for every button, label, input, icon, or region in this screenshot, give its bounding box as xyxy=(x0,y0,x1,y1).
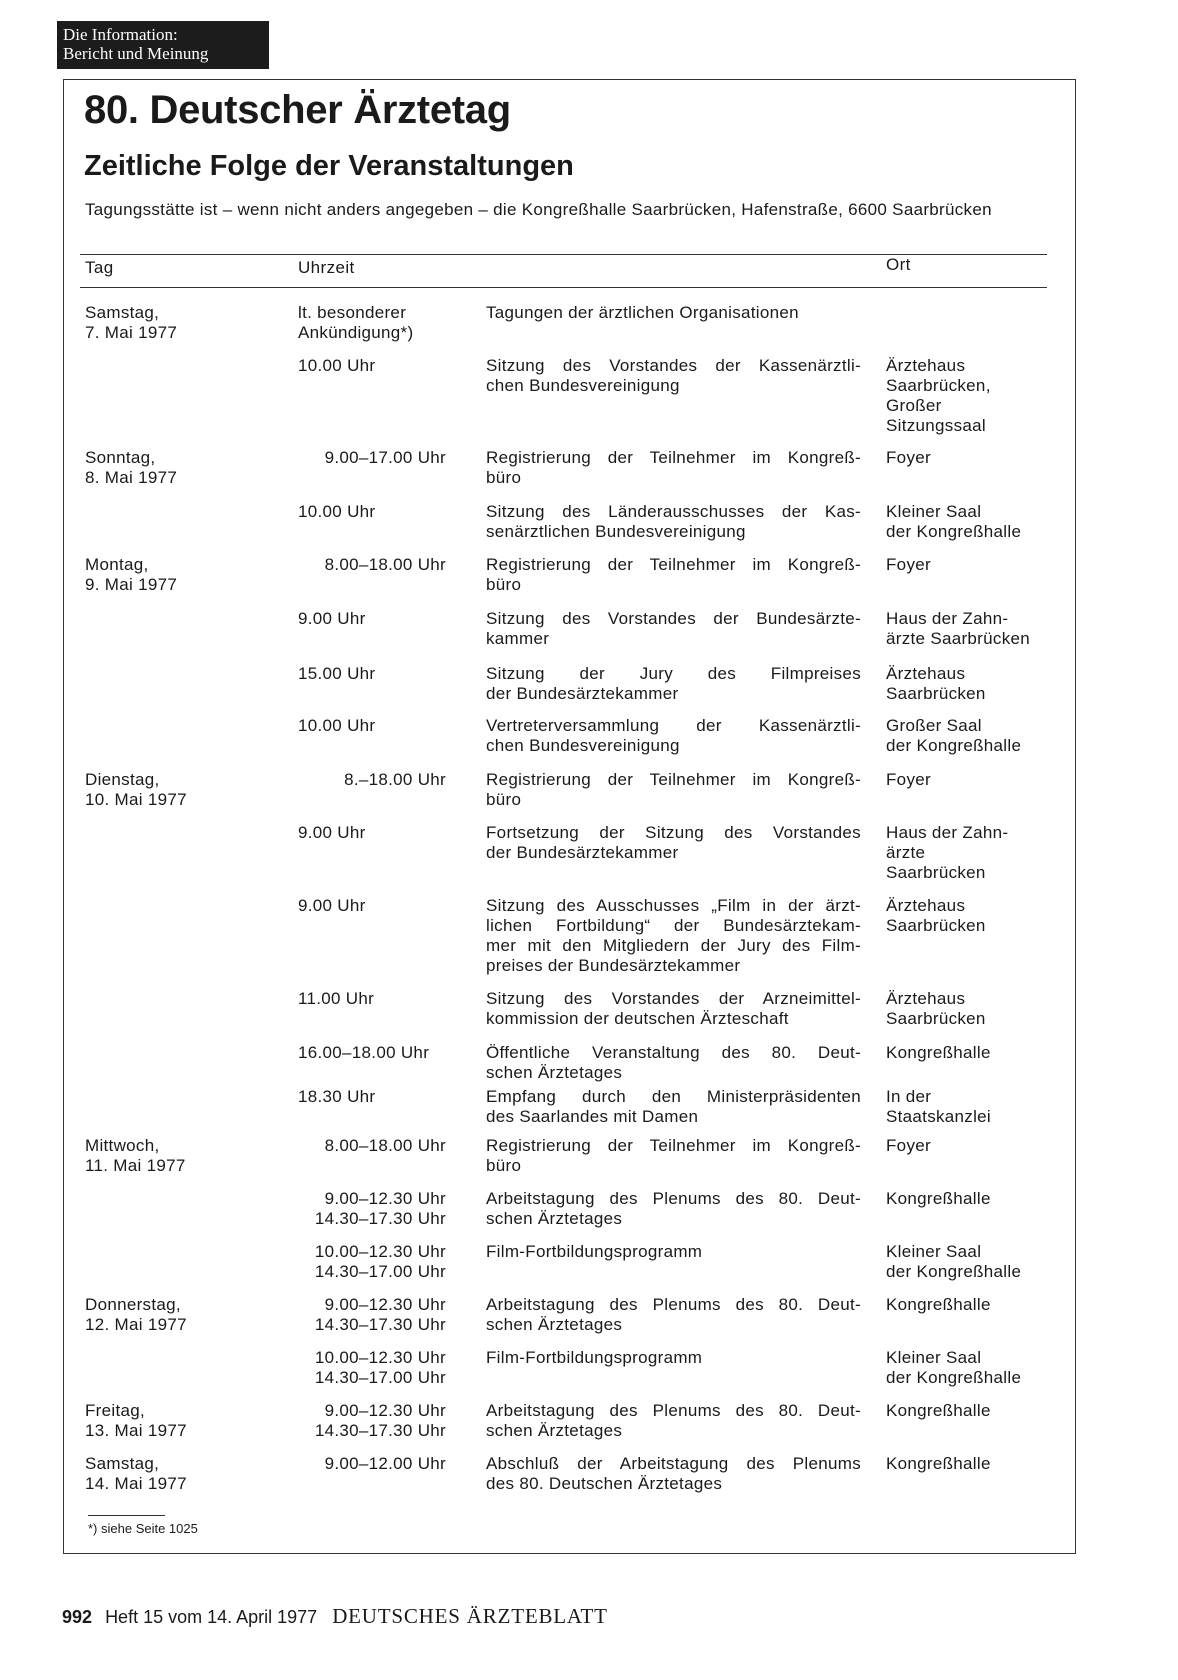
row-location-line: Kongreßhalle xyxy=(886,1401,991,1420)
row-event-line: Sitzung der Jury des Filmpreises xyxy=(486,664,861,683)
row-time xyxy=(288,555,446,575)
row-day xyxy=(85,1401,255,1441)
row-event xyxy=(486,664,861,704)
row-event-line: Öffentliche Veranstaltung des 80. Deut- xyxy=(486,1043,861,1062)
row-location xyxy=(886,502,1051,542)
row-time-line: 10.00 Uhr xyxy=(298,716,376,735)
table-header-rule xyxy=(80,287,1047,288)
row-time xyxy=(288,770,446,790)
rubric-line-1: Die Information: xyxy=(63,25,178,44)
row-time xyxy=(298,989,463,1009)
row-event-line: büro xyxy=(486,468,522,487)
row-day-line: 14. Mai 1977 xyxy=(85,1474,187,1493)
row-event-line: Film-Fortbildungsprogramm xyxy=(486,1348,703,1367)
row-event-line: büro xyxy=(486,790,522,809)
row-location xyxy=(886,896,1051,936)
row-time-line: 8.00–18.00 Uhr xyxy=(324,555,446,574)
page-number: 992 xyxy=(62,1607,93,1627)
row-location xyxy=(886,1242,1051,1282)
row-location-line: Kongreßhalle xyxy=(886,1454,991,1473)
row-location xyxy=(886,716,1051,756)
row-event-line: Sitzung des Vorstandes der Kassenärztli- xyxy=(486,356,861,375)
issue-info: Heft 15 vom 14. April 1977 xyxy=(105,1607,318,1627)
row-event xyxy=(486,1189,861,1229)
row-event xyxy=(486,1136,861,1176)
row-event xyxy=(486,356,861,396)
row-location xyxy=(886,1189,1051,1209)
row-event-line: chen Bundesvereinigung xyxy=(486,376,680,395)
row-location-line: Staatskanzlei xyxy=(886,1107,992,1126)
row-event-line: mer mit den Mitgliedern der Jury des Film- xyxy=(486,936,861,955)
row-event xyxy=(486,770,861,810)
row-location-line: Ärztehaus xyxy=(886,356,966,375)
row-day xyxy=(85,1295,255,1335)
row-event-line: der Bundesärztekammer xyxy=(486,684,679,703)
row-location xyxy=(886,1043,1051,1063)
row-location-line: der Kongreßhalle xyxy=(886,1262,1022,1281)
row-event xyxy=(486,555,861,595)
row-location-line: Haus der Zahn- xyxy=(886,823,1009,842)
row-location-line: Sitzungssaal xyxy=(886,416,986,435)
row-event xyxy=(486,303,861,323)
row-day-line: Samstag, xyxy=(85,1454,160,1473)
row-event-line: Sitzung des Länderausschusses der Kas- xyxy=(486,502,861,521)
row-time-line: 9.00–17.00 Uhr xyxy=(324,448,446,467)
row-event xyxy=(486,1242,861,1262)
row-time xyxy=(298,716,463,736)
row-event-line: Vertreterversammlung der Kassenärztli- xyxy=(486,716,861,735)
row-location-line: Foyer xyxy=(886,770,931,789)
row-event xyxy=(486,609,861,649)
row-time xyxy=(288,1401,446,1441)
row-time-line: 14.30–17.00 Uhr xyxy=(314,1262,446,1281)
row-event-line: Fortsetzung der Sitzung des Vorstandes xyxy=(486,823,861,842)
row-time xyxy=(288,1242,446,1282)
row-day xyxy=(85,1454,255,1494)
row-time-line: 9.00–12.30 Uhr xyxy=(324,1401,446,1420)
row-event-line: Registrierung der Teilnehmer im Kongreß- xyxy=(486,770,861,789)
row-event-line: des Saarlandes mit Damen xyxy=(486,1107,699,1126)
row-location xyxy=(886,1348,1051,1388)
row-time-line: lt. besonderer xyxy=(298,303,407,322)
row-event-line: Empfang durch den Ministerpräsidenten xyxy=(486,1087,861,1106)
row-time xyxy=(298,896,463,916)
row-event xyxy=(486,1454,861,1494)
row-time-line: 9.00–12.00 Uhr xyxy=(324,1454,446,1473)
row-time-line: 16.00–18.00 Uhr xyxy=(298,1043,430,1062)
row-day-line: Montag, xyxy=(85,555,149,574)
row-location-line: der Kongreßhalle xyxy=(886,522,1022,541)
row-day xyxy=(85,1136,255,1176)
row-location-line: der Kongreßhalle xyxy=(886,736,1022,755)
row-event xyxy=(486,823,861,863)
row-day-line: 12. Mai 1977 xyxy=(85,1315,187,1334)
row-event-line: des 80. Deutschen Ärztetages xyxy=(486,1474,723,1493)
row-event xyxy=(486,448,861,488)
row-event-line: Abschluß der Arbeitstagung des Plenums xyxy=(486,1454,861,1473)
row-time xyxy=(288,1189,446,1229)
row-event-line: Registrierung der Teilnehmer im Kongreß- xyxy=(486,448,861,467)
row-time xyxy=(288,1295,446,1335)
section-rubric xyxy=(57,21,269,69)
row-location-line: Foyer xyxy=(886,555,931,574)
row-event-line: schen Ärztetages xyxy=(486,1315,623,1334)
page-title: 80. Deutscher Ärztetag xyxy=(84,88,511,132)
row-location-line: Saarbrücken, xyxy=(886,376,991,395)
row-day-line: 8. Mai 1977 xyxy=(85,468,178,487)
row-event xyxy=(486,989,861,1029)
row-location-line: Foyer xyxy=(886,1136,931,1155)
row-day-line: Mittwoch, xyxy=(85,1136,160,1155)
row-event-line: preises der Bundesärztekammer xyxy=(486,956,741,975)
row-event-line: Tagungen der ärztlichen Organisationen xyxy=(486,303,799,322)
row-time xyxy=(288,448,446,468)
row-event-line: senärztlichen Bundesvereinigung xyxy=(486,522,746,541)
row-day xyxy=(85,555,255,595)
row-time-line: 9.00 Uhr xyxy=(298,609,366,628)
row-location-line: Ärztehaus xyxy=(886,664,966,683)
row-day-line: 11. Mai 1977 xyxy=(85,1156,186,1175)
row-time-line: 14.30–17.30 Uhr xyxy=(314,1315,446,1334)
row-time-line: 9.00–12.30 Uhr xyxy=(324,1295,446,1314)
row-day-line: 9. Mai 1977 xyxy=(85,575,178,594)
row-location-line: Kleiner Saal xyxy=(886,1242,982,1261)
row-day-line: Dienstag, xyxy=(85,770,160,789)
row-time xyxy=(288,1136,446,1156)
row-location xyxy=(886,1087,1051,1127)
row-time-line: 10.00 Uhr xyxy=(298,502,376,521)
row-location xyxy=(886,1401,1051,1421)
row-time-line: 14.30–17.30 Uhr xyxy=(314,1421,446,1440)
row-location-line: Kleiner Saal xyxy=(886,502,982,521)
row-event-line: büro xyxy=(486,575,522,594)
row-time-line: 8.00–18.00 Uhr xyxy=(324,1136,446,1155)
row-event-line: Registrierung der Teilnehmer im Kongreß- xyxy=(486,555,861,574)
row-day-line: 7. Mai 1977 xyxy=(85,323,178,342)
row-location-line: Kongreßhalle xyxy=(886,1189,991,1208)
intro-paragraph: Tagungsstätte ist – wenn nicht anders angegeben – die Kongreßhalle Saarbrücken, Hafenstraße, 6600 Saarbrücken xyxy=(85,200,992,219)
row-event-line: büro xyxy=(486,1156,522,1175)
row-location-line: Ärztehaus xyxy=(886,896,966,915)
row-time-line: Ankündigung*) xyxy=(298,323,414,342)
row-location-line: Kongreßhalle xyxy=(886,1043,991,1062)
row-location-line: Haus der Zahn- xyxy=(886,609,1009,628)
row-location xyxy=(886,770,1051,790)
row-day xyxy=(85,448,255,488)
row-event-line: Sitzung des Vorstandes der Bundesärzte- xyxy=(486,609,861,628)
row-event-line: kammer xyxy=(486,629,550,648)
row-day-line: Donnerstag, xyxy=(85,1295,181,1314)
row-location xyxy=(886,1136,1051,1156)
row-event xyxy=(486,1348,861,1368)
row-time xyxy=(298,609,463,629)
row-time-line: 10.00–12.30 Uhr xyxy=(314,1348,446,1367)
row-event xyxy=(486,896,861,976)
row-location-line: In der xyxy=(886,1087,932,1106)
row-location-line: Großer Saal xyxy=(886,716,982,735)
row-event-line: Arbeitstagung des Plenums des 80. Deut- xyxy=(486,1189,861,1208)
row-location-line: Saarbrücken xyxy=(886,863,986,882)
row-location-line: Foyer xyxy=(886,448,931,467)
rubric-line-2: Bericht und Meinung xyxy=(63,44,209,63)
row-time-line: 8.–18.00 Uhr xyxy=(344,770,446,789)
row-time xyxy=(288,1454,446,1474)
row-time xyxy=(288,1348,446,1388)
row-event xyxy=(486,1087,861,1127)
row-day-line: 13. Mai 1977 xyxy=(85,1421,187,1440)
row-location xyxy=(886,989,1051,1029)
row-location xyxy=(886,555,1051,575)
row-location-line: Ärztehaus xyxy=(886,989,966,1008)
row-time xyxy=(298,356,463,376)
row-time-line: 9.00 Uhr xyxy=(298,896,366,915)
row-time xyxy=(298,303,463,343)
row-location xyxy=(886,823,1051,883)
row-event-line: schen Ärztetages xyxy=(486,1209,623,1228)
row-event xyxy=(486,502,861,542)
row-time xyxy=(298,1043,463,1063)
row-day xyxy=(85,770,255,810)
row-day-line: Freitag, xyxy=(85,1401,146,1420)
row-event-line: kommission der deutschen Ärzteschaft xyxy=(486,1009,789,1028)
row-location-line: der Kongreßhalle xyxy=(886,1368,1022,1387)
row-location-line: Großer xyxy=(886,396,942,415)
row-location-line: Kleiner Saal xyxy=(886,1348,982,1367)
column-header-time: Uhrzeit xyxy=(298,258,355,277)
row-time-line: 14.30–17.00 Uhr xyxy=(314,1368,446,1387)
row-time-line: 10.00–12.30 Uhr xyxy=(314,1242,446,1261)
row-location-line: ärzte xyxy=(886,843,926,862)
row-location xyxy=(886,448,1051,468)
row-time-line: 9.00–12.30 Uhr xyxy=(324,1189,446,1208)
row-time xyxy=(298,823,463,843)
row-event-line: Sitzung des Ausschusses „Film in der ärzt- xyxy=(486,896,861,915)
row-time-line: 15.00 Uhr xyxy=(298,664,376,683)
column-header-place: Ort xyxy=(886,255,911,274)
row-event-line: schen Ärztetages xyxy=(486,1063,623,1082)
row-event-line: Film-Fortbildungsprogramm xyxy=(486,1242,703,1261)
row-event xyxy=(486,1401,861,1441)
row-time-line: 11.00 Uhr xyxy=(298,989,375,1008)
row-time xyxy=(298,502,463,522)
row-event xyxy=(486,1043,861,1083)
row-location xyxy=(886,609,1051,649)
row-location-line: Kongreßhalle xyxy=(886,1295,991,1314)
row-location-line: Saarbrücken xyxy=(886,916,986,935)
row-day xyxy=(85,303,255,343)
row-location xyxy=(886,664,1051,704)
row-event-line: chen Bundesvereinigung xyxy=(486,736,680,755)
row-time xyxy=(298,664,463,684)
row-event xyxy=(486,716,861,756)
footnote: *) siehe Seite 1025 xyxy=(88,1521,198,1536)
page-subtitle: Zeitliche Folge der Veranstaltungen xyxy=(84,150,574,182)
row-time-line: 10.00 Uhr xyxy=(298,356,376,375)
row-event-line: schen Ärztetages xyxy=(486,1421,623,1440)
row-location xyxy=(886,1454,1051,1474)
row-location xyxy=(886,356,1051,436)
row-event xyxy=(486,1295,861,1335)
row-event-line: der Bundesärztekammer xyxy=(486,843,679,862)
row-day-line: Sonntag, xyxy=(85,448,156,467)
row-time-line: 9.00 Uhr xyxy=(298,823,366,842)
page-footer xyxy=(62,1604,608,1629)
row-time-line: 14.30–17.30 Uhr xyxy=(314,1209,446,1228)
row-day-line: 10. Mai 1977 xyxy=(85,790,187,809)
row-location-line: Saarbrücken xyxy=(886,1009,986,1028)
journal-name: DEUTSCHES ÄRZTEBLATT xyxy=(332,1604,608,1628)
row-location-line: ärzte Saarbrücken xyxy=(886,629,1031,648)
row-event-line: Sitzung des Vorstandes der Arzneimittel- xyxy=(486,989,861,1008)
row-event-line: Arbeitstagung des Plenums des 80. Deut- xyxy=(486,1401,861,1420)
row-event-line: Registrierung der Teilnehmer im Kongreß- xyxy=(486,1136,861,1155)
row-event-line: Arbeitstagung des Plenums des 80. Deut- xyxy=(486,1295,861,1314)
footnote-rule xyxy=(88,1515,165,1516)
column-header-day: Tag xyxy=(85,258,114,277)
row-location-line: Saarbrücken xyxy=(886,684,986,703)
row-location xyxy=(886,1295,1051,1315)
row-day-line: Samstag, xyxy=(85,303,160,322)
row-event-line: lichen Fortbildung“ der Bundesärztekam- xyxy=(486,916,861,935)
row-time-line: 18.30 Uhr xyxy=(298,1087,376,1106)
row-time xyxy=(298,1087,463,1107)
